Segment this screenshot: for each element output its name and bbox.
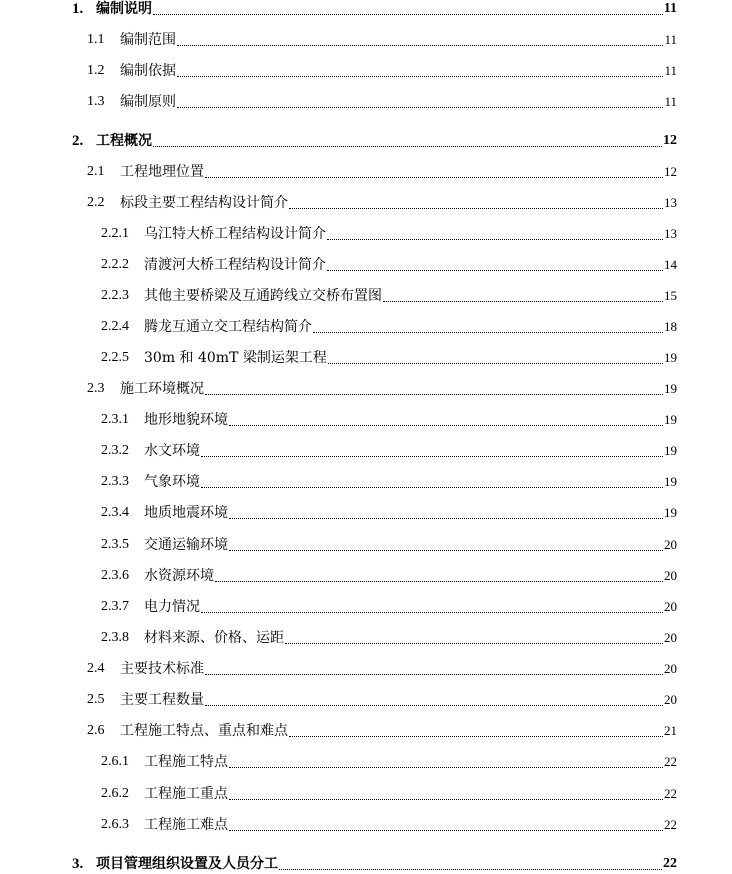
toc-title: 材料来源、价格、运距	[144, 630, 284, 646]
toc-page-number: 11	[664, 32, 677, 47]
toc-page-number: 20	[664, 599, 677, 614]
toc-number: 2.5	[87, 692, 105, 707]
dot-leader	[215, 581, 663, 582]
toc-number: 2.4	[87, 661, 105, 676]
toc-title: 水资源环境	[144, 568, 214, 584]
toc-entry-2-2-1[interactable]	[101, 222, 677, 244]
toc-page-number: 12	[664, 164, 677, 179]
toc-title: 工程地理位置	[120, 164, 204, 180]
toc-page-number: 19	[664, 474, 677, 489]
toc-title: 主要技术标准	[120, 661, 204, 677]
toc-number: 2.6.1	[101, 754, 129, 769]
toc-page-number: 20	[664, 661, 677, 676]
toc-entry-1-3[interactable]	[87, 90, 677, 112]
toc-number: 2.2.5	[101, 350, 129, 365]
dot-leader	[327, 270, 663, 271]
dot-leader	[177, 107, 663, 108]
toc-title: 工程施工重点	[144, 786, 228, 802]
toc-entry-2-3[interactable]	[87, 377, 677, 399]
toc-entry-2-6-1[interactable]	[101, 750, 677, 772]
dot-leader	[285, 643, 663, 644]
dot-leader	[229, 425, 663, 426]
toc-page-number: 19	[664, 443, 677, 458]
toc-page-number: 18	[664, 319, 677, 334]
dot-leader	[229, 830, 663, 831]
toc-entry-2-3-6[interactable]	[101, 564, 677, 586]
toc-page-number: 22	[663, 856, 677, 871]
toc-page-number: 21	[664, 723, 677, 738]
toc-number: 2.2.4	[101, 319, 129, 334]
toc-page-number: 20	[664, 692, 677, 707]
toc-title: 项目管理组织设置及人员分工	[96, 856, 278, 872]
toc-title: 主要工程数量	[120, 692, 204, 708]
toc-entry-2-2-4[interactable]	[101, 315, 677, 337]
dot-leader	[289, 208, 663, 209]
toc-title: 电力情况	[144, 599, 200, 615]
toc-number: 2.1	[87, 164, 105, 179]
toc-page-number: 22	[664, 786, 677, 801]
dot-leader	[229, 767, 663, 768]
toc-page-number: 13	[664, 226, 677, 241]
toc-page-number: 14	[664, 257, 677, 272]
toc-title: 编制范围	[120, 32, 176, 48]
toc-entry-2-3-8[interactable]	[101, 626, 677, 648]
dot-leader	[229, 550, 663, 551]
toc-title: 编制原则	[120, 94, 176, 110]
toc-number: 2.6.2	[101, 786, 129, 801]
dot-leader	[201, 612, 663, 613]
toc-number: 2.	[72, 133, 84, 149]
toc-number: 1.3	[87, 94, 105, 109]
toc-number: 1.1	[87, 32, 105, 47]
toc-title: 腾龙互通立交工程结构简介	[144, 319, 312, 335]
toc-page-number: 19	[664, 412, 677, 427]
toc-number: 2.3.1	[101, 412, 129, 427]
toc-page-number: 19	[664, 381, 677, 396]
toc-entry-2-6-2[interactable]	[101, 782, 677, 804]
dot-leader	[205, 394, 663, 395]
toc-page-number: 20	[664, 630, 677, 645]
toc-entry-2-2-3[interactable]	[101, 284, 677, 306]
toc-entry-2-3-5[interactable]	[101, 533, 677, 555]
toc-page-number: 11	[663, 1, 677, 16]
toc-title: 乌江特大桥工程结构设计简介	[144, 226, 326, 242]
toc-title: 编制依据	[120, 63, 176, 79]
toc-page-number: 11	[664, 63, 677, 78]
toc-entry-2-3-1[interactable]	[101, 408, 677, 430]
toc-number: 2.2	[87, 195, 105, 210]
dot-leader	[153, 146, 662, 147]
dot-leader	[279, 869, 662, 870]
dot-leader	[205, 177, 663, 178]
toc-entry-2-2-5[interactable]	[101, 346, 677, 368]
toc-entry-2-4[interactable]	[87, 657, 677, 679]
toc-entry-2-6-3[interactable]	[101, 813, 677, 835]
toc-entry-1-1[interactable]	[87, 28, 677, 50]
toc-number: 1.2	[87, 63, 105, 78]
dot-leader	[327, 239, 663, 240]
dot-leader	[229, 799, 663, 800]
toc-number: 2.3	[87, 381, 105, 396]
toc-title: 工程施工特点、重点和难点	[120, 723, 288, 739]
toc-title: 地质地震环境	[144, 505, 228, 521]
toc-title: 编制说明	[96, 1, 152, 17]
dot-leader	[201, 456, 663, 457]
toc-title: 交通运输环境	[144, 537, 228, 553]
toc-title: 工程施工特点	[144, 754, 228, 770]
dot-leader	[289, 736, 663, 737]
toc-entry-1-2[interactable]	[87, 59, 677, 81]
toc-entry-2-3-2[interactable]	[101, 439, 677, 461]
toc-number: 2.3.6	[101, 568, 129, 583]
toc-number: 2.3.5	[101, 537, 129, 552]
toc-entry-2-3-4[interactable]	[101, 501, 677, 523]
toc-title: 30m 和 40mT 梁制运架工程	[144, 350, 327, 366]
dot-leader	[177, 76, 663, 77]
toc-number: 2.2.1	[101, 226, 129, 241]
toc-page-number: 19	[664, 350, 677, 365]
toc-entry-2-1[interactable]	[87, 160, 677, 182]
toc-number: 2.3.7	[101, 599, 129, 614]
toc-number: 2.3.2	[101, 443, 129, 458]
toc-title: 工程施工难点	[144, 817, 228, 833]
toc-page-number: 12	[663, 133, 677, 148]
toc-page-number: 20	[664, 537, 677, 552]
toc-entry-2[interactable]	[72, 129, 677, 151]
toc-entry-2-5[interactable]	[87, 688, 677, 710]
dot-leader	[205, 705, 663, 706]
toc-entry-2-2-2[interactable]	[101, 253, 677, 275]
toc-number: 2.3.3	[101, 474, 129, 489]
toc-page-number: 19	[664, 505, 677, 520]
toc-entry-2-2[interactable]	[87, 191, 677, 213]
toc-title: 气象环境	[144, 474, 200, 490]
toc-entry-3[interactable]	[72, 852, 677, 874]
toc-page-number: 13	[664, 195, 677, 210]
toc-title: 标段主要工程结构设计简介	[120, 195, 288, 211]
toc-entry-2-3-3[interactable]	[101, 470, 677, 492]
toc-title: 工程概况	[96, 133, 152, 149]
toc-entry-1[interactable]	[72, 0, 677, 19]
toc-page-number: 22	[664, 754, 677, 769]
toc-title: 清渡河大桥工程结构设计简介	[144, 257, 326, 273]
toc-entry-2-3-7[interactable]	[101, 595, 677, 617]
toc-number: 2.6	[87, 723, 105, 738]
dot-leader	[229, 518, 663, 519]
dot-leader	[177, 45, 663, 46]
toc-title: 地形地貌环境	[144, 412, 228, 428]
dot-leader	[205, 674, 663, 675]
toc-number: 2.3.8	[101, 630, 129, 645]
toc-number: 2.2.2	[101, 257, 129, 272]
dot-leader	[153, 14, 663, 15]
dot-leader	[328, 363, 663, 364]
toc-title: 施工环境概况	[120, 381, 204, 397]
toc-title: 水文环境	[144, 443, 200, 459]
dot-leader	[383, 301, 663, 302]
toc-number: 2.3.4	[101, 505, 129, 520]
toc-title: 其他主要桥梁及互通跨线立交桥布置图	[144, 288, 382, 304]
toc-number: 2.6.3	[101, 817, 129, 832]
dot-leader	[313, 332, 663, 333]
toc-number: 3.	[72, 856, 84, 872]
toc-number: 1.	[72, 1, 84, 17]
toc-page-number: 22	[664, 817, 677, 832]
toc-number: 2.2.3	[101, 288, 129, 303]
toc-page-number: 15	[664, 288, 677, 303]
toc-entry-2-6[interactable]	[87, 719, 677, 741]
toc-page-number: 11	[664, 94, 677, 109]
dot-leader	[201, 487, 663, 488]
toc-page-number: 20	[664, 568, 677, 583]
